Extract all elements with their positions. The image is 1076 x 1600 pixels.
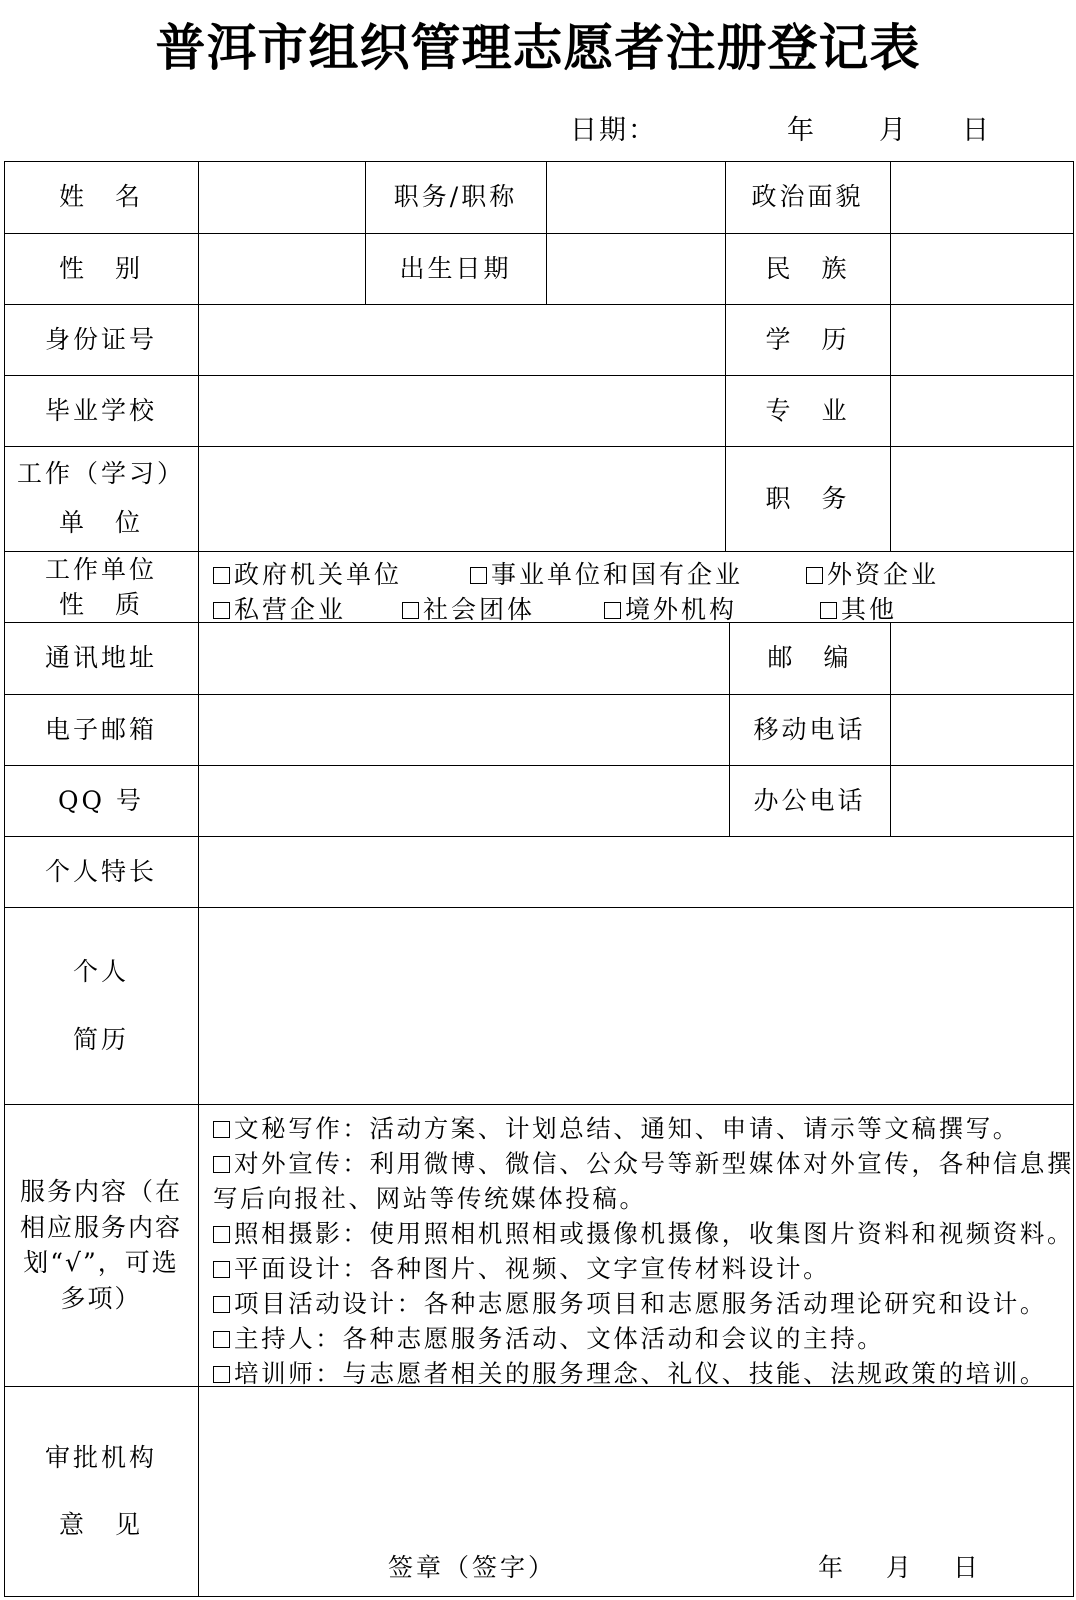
job-field[interactable]: [890, 446, 1073, 551]
unit-nature-option[interactable]: 社会团体: [402, 590, 535, 626]
checkbox-icon[interactable]: [213, 1261, 230, 1278]
date-month: 月: [879, 115, 908, 146]
service-option-continuation: 写后向报社、网站等传统媒体投稿。: [213, 1184, 647, 1213]
service-option[interactable]: 照相摄影：使用照相机照相或摄像机摄像，收集图片资料和视频资料。: [213, 1215, 1074, 1250]
page-title: 普洱市组织管理志愿者注册登记表: [155, 18, 921, 77]
service-option[interactable]: 培训师：与志愿者相关的服务理念、礼仪、技能、法规政策的培训。: [213, 1355, 1047, 1390]
approval-month: 月: [886, 1553, 915, 1582]
service-option[interactable]: 文秘写作：活动方案、计划总结、通知、申请、请示等文稿撰写。: [213, 1110, 1020, 1145]
gender-label: 性 别: [58, 253, 143, 283]
mobile-field[interactable]: [890, 694, 1073, 765]
checkbox-icon[interactable]: [806, 567, 823, 584]
work-unit-label-line1: 工作（学习）: [16, 458, 185, 488]
specialty-label: 个人特长: [44, 856, 157, 886]
education-label: 学 历: [765, 324, 850, 354]
approval-label-line1: 审批机构: [44, 1442, 157, 1472]
specialty-field[interactable]: [198, 836, 1073, 907]
unit-nature-label: [4, 551, 198, 622]
school-label: 毕业学校: [44, 395, 157, 425]
resume-field[interactable]: [198, 907, 1073, 1104]
work-unit-label-line2: 单 位: [58, 507, 143, 537]
checkbox-icon[interactable]: [213, 1226, 230, 1243]
checkbox-icon[interactable]: [213, 1156, 230, 1173]
postcode-label: 邮 编: [767, 643, 852, 673]
id-number-field[interactable]: [198, 304, 725, 375]
service-option[interactable]: 主持人：各种志愿服务活动、文体活动和会议的主持。: [213, 1320, 884, 1355]
political-status-field[interactable]: [890, 161, 1073, 233]
approval-year: 年: [818, 1553, 847, 1582]
qq-label: QQ 号: [58, 785, 144, 815]
checkbox-icon[interactable]: [213, 1121, 230, 1138]
checkbox-icon[interactable]: [402, 602, 419, 619]
unit-nature-option[interactable]: 私营企业: [213, 590, 346, 626]
approval-label: [4, 1386, 198, 1596]
unit-nature-label-line2: 性 质: [58, 589, 143, 619]
work-unit-label: [4, 446, 198, 551]
service-option[interactable]: 平面设计：各种图片、视频、文字宣传材料设计。: [213, 1250, 830, 1285]
service-label-line3: 划“√”，可选: [23, 1248, 179, 1277]
address-label: 通讯地址: [44, 643, 157, 673]
service-option[interactable]: 对外宣传：利用微博、微信、公众号等新型媒体对外宣传，各种信息撰: [213, 1145, 1074, 1180]
approval-field[interactable]: [198, 1386, 1073, 1596]
unit-nature-option[interactable]: 外资企业: [806, 555, 939, 591]
resume-label-line2: 简历: [72, 1024, 129, 1054]
ethnicity-label: 民 族: [765, 253, 850, 283]
name-field[interactable]: [198, 161, 365, 233]
email-label: 电子邮箱: [44, 714, 157, 744]
checkbox-icon[interactable]: [213, 1366, 230, 1383]
office-phone-label: 办公电话: [753, 785, 866, 815]
email-field[interactable]: [198, 694, 729, 765]
unit-nature-option[interactable]: 事业单位和国有企业: [470, 555, 743, 591]
resume-label: [4, 907, 198, 1104]
checkbox-icon[interactable]: [820, 602, 837, 619]
work-unit-field[interactable]: [198, 446, 725, 551]
mobile-label: 移动电话: [753, 714, 866, 744]
office-phone-field[interactable]: [890, 765, 1073, 836]
checkbox-icon[interactable]: [213, 602, 230, 619]
school-field[interactable]: [198, 375, 725, 446]
service-option[interactable]: 项目活动设计：各种志愿服务项目和志愿服务活动理论研究和设计。: [213, 1285, 1047, 1320]
job-label: 职 务: [765, 483, 850, 513]
qq-field[interactable]: [198, 765, 729, 836]
address-field[interactable]: [198, 622, 729, 694]
position-title-label: 职务/职称: [393, 182, 518, 212]
major-label: 专 业: [765, 395, 850, 425]
checkbox-icon[interactable]: [604, 602, 621, 619]
service-label-line2: 相应服务内容: [19, 1212, 182, 1242]
date-day: 日: [962, 115, 991, 146]
approval-label-line2: 意 见: [58, 1510, 143, 1539]
unit-nature-option[interactable]: 境外机构: [604, 590, 737, 626]
checkbox-icon[interactable]: [213, 567, 230, 584]
approval-day: 日: [953, 1553, 982, 1582]
unit-nature-label-line1: 工作单位: [44, 554, 157, 584]
birth-date-field[interactable]: [546, 233, 725, 304]
date-label: 日期：: [570, 115, 657, 146]
unit-nature-option[interactable]: 其他: [820, 590, 897, 626]
service-label-line4: 多项）: [60, 1283, 142, 1313]
political-status-label: 政治面貌: [751, 182, 864, 212]
position-title-field[interactable]: [546, 161, 725, 233]
checkbox-icon[interactable]: [213, 1296, 230, 1313]
service-label: [4, 1104, 198, 1386]
gender-field[interactable]: [198, 233, 365, 304]
checkbox-icon[interactable]: [470, 567, 487, 584]
id-number-label: 身份证号: [44, 324, 157, 354]
ethnicity-field[interactable]: [890, 233, 1073, 304]
postcode-field[interactable]: [890, 622, 1073, 694]
date-year: 年: [787, 115, 816, 146]
unit-nature-option[interactable]: 政府机关单位: [213, 555, 402, 591]
checkbox-icon[interactable]: [213, 1331, 230, 1348]
education-field[interactable]: [890, 304, 1073, 375]
name-label: 姓 名: [58, 182, 143, 212]
service-label-line1: 服务内容（在: [19, 1177, 182, 1206]
major-field[interactable]: [890, 375, 1073, 446]
resume-label-line1: 个人: [72, 957, 129, 986]
birth-date-label: 出生日期: [399, 253, 512, 283]
signature-label: 签章（签字）: [388, 1553, 557, 1582]
